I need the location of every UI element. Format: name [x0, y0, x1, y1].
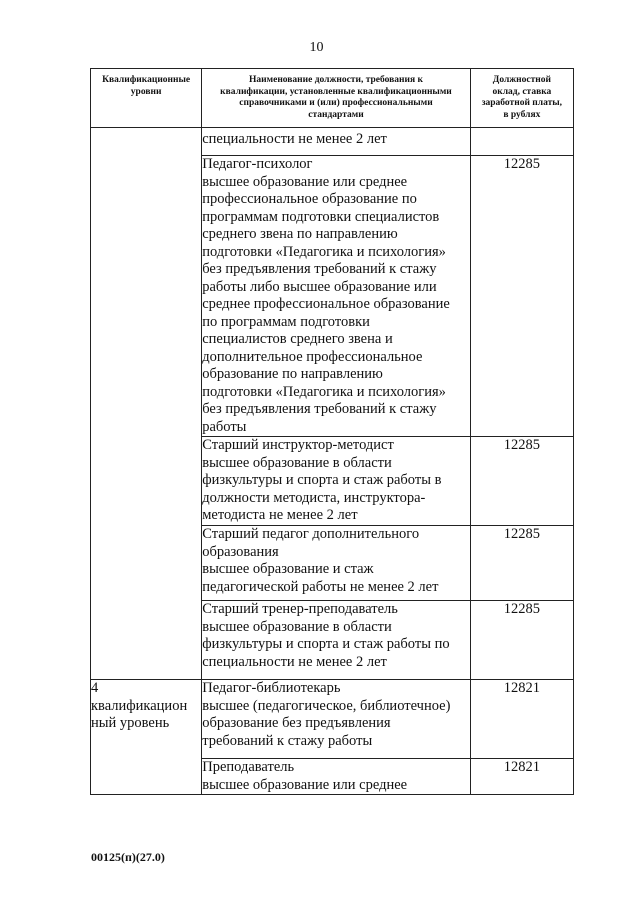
- position-line: высшее образование или среднее: [202, 173, 408, 190]
- position-title: Педагог-психолог: [202, 156, 313, 172]
- position-line: образование без предъявления: [202, 715, 391, 731]
- position-line: высшее образование и стаж: [202, 561, 374, 577]
- position-title: Старший педагог дополнительного: [202, 526, 420, 542]
- position-line: среднего звена по направлению: [202, 226, 398, 242]
- position-title: Старший тренер-преподаватель: [202, 601, 398, 617]
- position-line: программам подготовки специалистов: [202, 208, 440, 225]
- position-line: без предъявления требований к стажу: [202, 261, 437, 277]
- position-line: высшее образование в области: [202, 618, 392, 635]
- header-levels: [91, 69, 202, 128]
- position-line: высшее (педагогическое, библиотечное): [202, 697, 451, 714]
- position-cell: [202, 526, 471, 601]
- position-line: дополнительное профессиональное: [202, 348, 423, 365]
- level-line: 4: [91, 680, 99, 696]
- position-line: среднее профессиональное образование: [202, 296, 450, 312]
- position-cell: [202, 759, 471, 795]
- position-line: специалистов среднего звена и: [202, 331, 393, 347]
- position-cell: [202, 128, 471, 156]
- position-line: физкультуры и спорта и стаж работы в: [202, 472, 442, 488]
- document-code: 00125(п)(27.0): [91, 850, 165, 864]
- table-header-row: [91, 69, 574, 128]
- position-line: образование по направлению: [202, 366, 383, 382]
- header-line: оклад, ставка: [492, 86, 552, 97]
- header-salary: [470, 69, 573, 128]
- position-line: требований к стажу работы: [202, 732, 373, 749]
- table-row: [91, 128, 574, 156]
- salary-cell: 12285: [470, 601, 573, 680]
- position-title: Преподаватель: [202, 759, 295, 775]
- salary-table: [90, 68, 574, 795]
- position-line: профессиональное образование по: [202, 191, 417, 207]
- header-positions: [202, 69, 471, 128]
- position-cell: [202, 601, 471, 680]
- header-line: уровни: [130, 86, 162, 97]
- position-line: педагогической работы не менее 2 лет: [202, 578, 439, 595]
- header-line: квалификации, установленные квалификационными: [220, 86, 452, 97]
- position-cell: [202, 437, 471, 526]
- position-cell: [202, 680, 471, 759]
- header-line: Наименование должности, требования к: [249, 75, 423, 85]
- position-line: по программам подготовки: [202, 313, 370, 330]
- salary-cell: 12285: [470, 526, 573, 601]
- header-line: Квалификационные: [102, 75, 191, 85]
- level-cell-3: [91, 128, 202, 680]
- salary-cell: 12821: [470, 759, 573, 795]
- header-line: заработной платы,: [481, 98, 563, 108]
- level-line: квалификацион: [91, 697, 188, 714]
- table-row: [91, 680, 574, 759]
- position-line: физкультуры и спорта и стаж работы по: [202, 636, 450, 652]
- position-title: Старший инструктор-методист: [202, 437, 394, 453]
- position-line: должности методиста, инструктора-: [202, 489, 426, 506]
- position-line: подготовки «Педагогика и психология»: [202, 383, 446, 400]
- position-line: высшее образование в области: [202, 454, 392, 471]
- position-line: специальности не менее 2 лет: [202, 653, 387, 670]
- header-line: в рублях: [503, 109, 541, 120]
- header-line: стандартами: [308, 109, 364, 120]
- level-cell-4: [91, 680, 202, 795]
- position-line: подготовки «Педагогика и психология»: [202, 243, 446, 260]
- salary-cell: 12285: [470, 437, 573, 526]
- position-line: методиста не менее 2 лет: [202, 507, 358, 523]
- position-line: без предъявления требований к стажу: [202, 401, 437, 417]
- page-number: 10: [309, 40, 324, 55]
- position-title: Педагог-библиотекарь: [202, 680, 341, 696]
- position-line: работы либо высшее образование или: [202, 278, 437, 295]
- position-line: работы: [202, 418, 247, 435]
- position-line: специальности не менее 2 лет: [202, 131, 387, 147]
- salary-cell: [470, 128, 573, 156]
- salary-cell: 12285: [470, 156, 573, 437]
- position-line: высшее образование или среднее: [202, 776, 408, 793]
- header-line: справочниками и (или) профессиональными: [239, 98, 433, 108]
- position-cell: [202, 156, 471, 437]
- header-line: Должностной: [492, 75, 551, 85]
- position-line: образования: [202, 543, 279, 560]
- level-line: ный уровень: [91, 715, 170, 731]
- salary-cell: 12821: [470, 680, 573, 759]
